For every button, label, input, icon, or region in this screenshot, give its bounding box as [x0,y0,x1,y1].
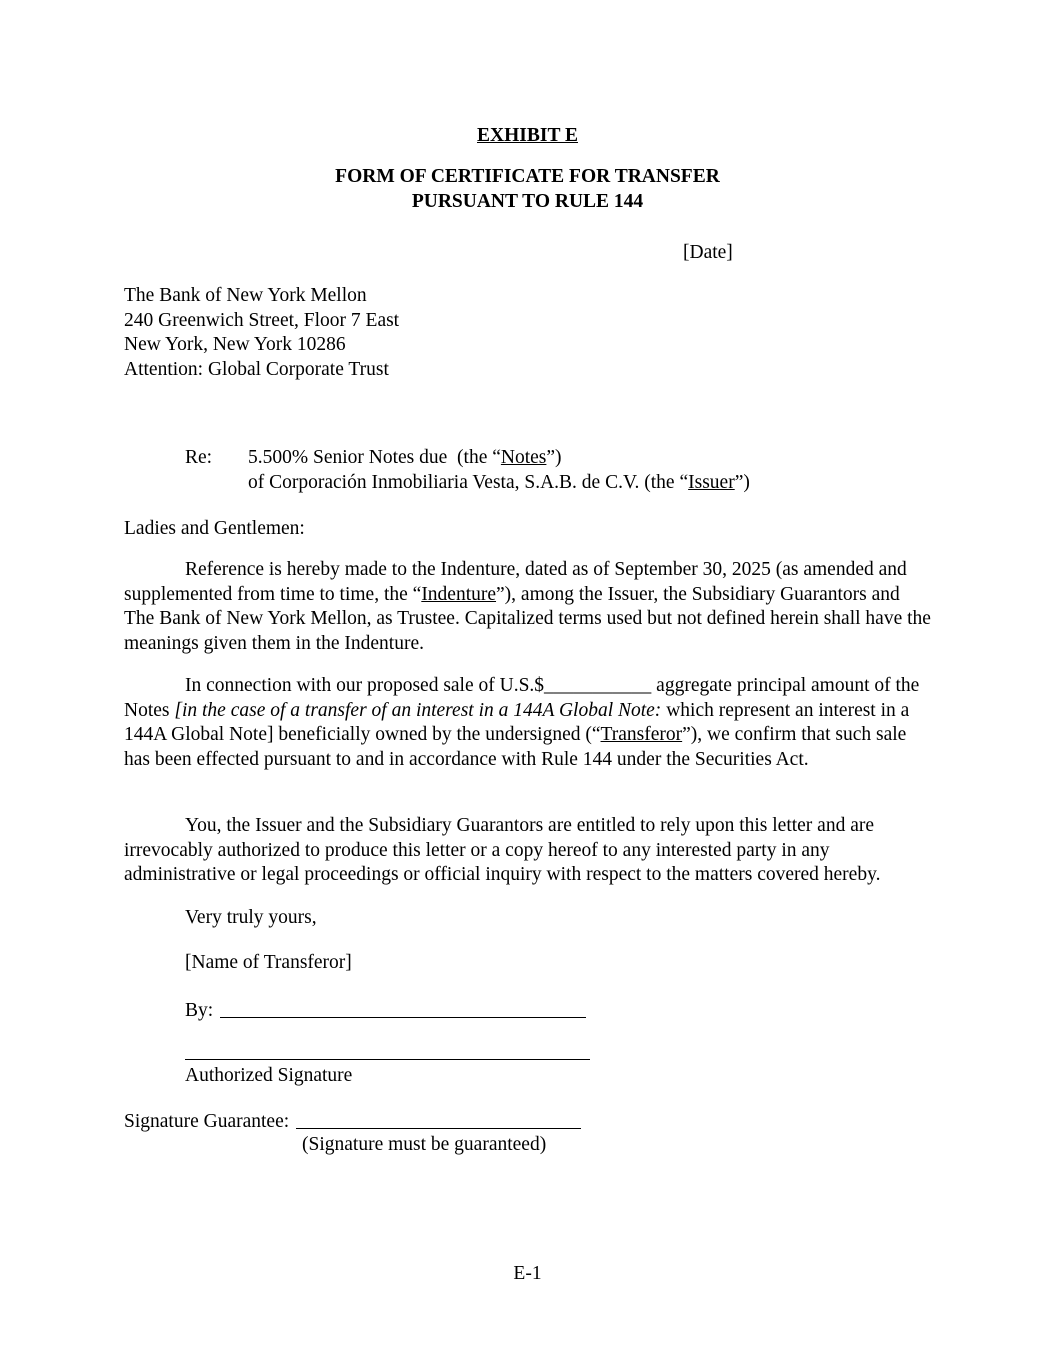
paragraph-proposed-sale: In connection with our proposed sale of U.S.$___________ aggregate principal amount of the Notes [in the case of a transfer of an interest in a 144A Global Note: which represent an interest in a 144A Global Note] beneficially owned by the undersigned (“Transferor”), we confirm that such sale has been effected pursuant to and in accordance with Rule 144 under the Securities Act. [124,675,925,770]
recipient-address [124,284,399,382]
form-title-line1: FORM OF CERTIFICATE FOR TRANSFER [335,166,720,187]
authorized-signature-line [185,1035,590,1060]
re-subject-line2: of Corporación Inmobiliaria Vesta, S.A.B. de C.V. (the “Issuer”) [248,471,750,493]
by-signature-line [220,999,586,1018]
salutation: Ladies and Gentlemen: [124,518,305,539]
paragraph-indenture-reference: Reference is hereby made to the Indenture, dated as of September 30, 2025 (as amended and supplemented from time to time, the “Indenture”), among the Issuer, the Subsidiary Guarantors and The Bank of New York Mellon, as Trustee. Capitalized terms used but not defined herein shall have the meanings given them in the Indenture. [124,559,936,654]
transferor-name-placeholder: [Name of Transferor] [185,952,352,973]
re-block [185,446,925,495]
signature-guarantee-line [296,1110,581,1129]
paragraph-reliance: You, the Issuer and the Subsidiary Guarantors are entitled to rely upon this letter and are irrevocably authorized to produce this letter or a copy hereof to any interested party in any administrative or legal proceedings or official inquiry with respect to the matters covered hereby. [124,815,881,885]
recipient-street: 240 Greenwich Street, Floor 7 East [124,309,400,331]
re-label: Re: [185,447,213,468]
re-subject-line1: 5.500% Senior Notes due (the “Notes”) [248,447,562,468]
date-placeholder: [Date] [683,242,733,263]
by-signature-row [185,997,586,1024]
authorized-signature-label: Authorized Signature [185,1065,353,1086]
exhibit-label: EXHIBIT E [477,125,578,146]
valediction: Very truly yours, [185,907,317,928]
signature-guarantee-note: (Signature must be guaranteed) [302,1134,547,1155]
recipient-name: The Bank of New York Mellon [124,285,367,306]
recipient-city: New York, New York 10286 [124,334,346,355]
re-subject [248,446,925,495]
signature-guarantee-row [124,1108,581,1135]
form-title [0,165,1055,214]
page-number: E-1 [513,1263,542,1284]
form-title-line2: PURSUANT TO RULE 144 [411,190,644,212]
recipient-attention: Attention: Global Corporate Trust [124,358,389,380]
by-label: By: [185,1000,214,1021]
signature-guarantee-label: Signature Guarantee: [124,1111,290,1132]
